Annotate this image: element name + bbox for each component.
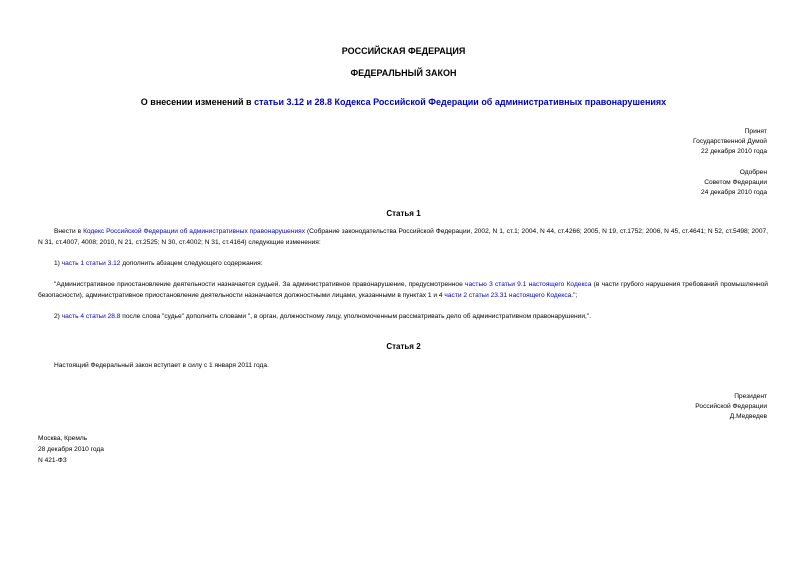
article1-item2 (38, 311, 768, 322)
law-title (0, 97, 807, 107)
article1-p1-prefix: Внести в (54, 228, 84, 235)
law-number-line: N 421-ФЗ (38, 457, 67, 464)
article2-heading: Статья 2 (386, 342, 421, 351)
adopted-line1: Принят (744, 128, 767, 135)
article1-p1-suffix: (Собрание законодательства Российской Федерации, 2002, N 1, ст.1; 2004, N 44, ст.4266; 2005, N 19, ст.1752; 2006, N 45, ст.4641; N 52, ст.5498; 2007, N 31, ст.4007, 4008; 2010, N 21, ст.2525; N 30, ст.4002; N 31, ст.4164) следующие изменения: (38, 228, 768, 246)
adopted-block (693, 127, 767, 157)
law-title-prefix: О внесении изменений в (140, 97, 255, 107)
item1-link[interactable]: часть 1 статьи 3.12 (61, 260, 121, 267)
quote-text-c: ."; (571, 292, 578, 299)
article1-heading: Статья 1 (386, 209, 421, 218)
approved-block (701, 168, 767, 198)
law-type-heading: ФЕДЕРАЛЬНЫЙ ЗАКОН (350, 68, 457, 78)
adopted-line3: 22 декабря 2010 года (701, 148, 767, 155)
quote-link-1[interactable]: частью 3 статьи 9.1 настоящего Кодекса (465, 281, 592, 288)
approved-line2: Советом Федерации (704, 179, 767, 186)
approved-line1: Одобрен (739, 169, 767, 176)
item1-prefix: 1) (54, 260, 62, 267)
approved-line3: 24 декабря 2010 года (701, 189, 767, 196)
law-title-link[interactable]: статьи 3.12 и 28.8 Кодекса Российской Федерации об административных правонарушениях (254, 97, 667, 107)
date-line: 28 декабря 2010 года (38, 446, 104, 453)
article2-text: Настоящий Федеральный закон вступает в силу с 1 января 2011 года. (54, 362, 269, 369)
quote-text-a: "Административное приостановление деятельности назначается судьей. За административное правонарушение, предусмотренное (54, 281, 466, 288)
code-link[interactable]: Кодекс Российской Федерации об административных правонарушениях (83, 228, 306, 235)
signature-block (695, 392, 767, 422)
country-heading: РОССИЙСКАЯ ФЕДЕРАЦИЯ (341, 46, 466, 56)
quote-link-2[interactable]: части 2 статьи 23.31 настоящего Кодекса (444, 292, 572, 299)
quote-text-b: (в части грубого нарушения требований промышленной безопасности), административное приостановление деятельности назначается должностными лицами, указанными в пунктах 1 и 4 (38, 281, 768, 299)
item2-prefix: 2) (54, 313, 62, 320)
article1-quote (38, 279, 768, 301)
signature-line1: Президент (734, 393, 767, 400)
place-date-block (38, 433, 104, 466)
signature-line2: Российской Федерации (695, 403, 767, 410)
item2-suffix: после слова "судье" дополнить словами ", в орган, должностному лицу, уполномоченным рассматривать дело об административном правонарушении,". (120, 313, 592, 320)
item1-suffix: дополнить абзацем следующего содержания: (120, 260, 263, 267)
article1-item1 (38, 258, 768, 269)
place-line: Москва, Кремль (38, 435, 88, 442)
adopted-line2: Государственной Думой (693, 138, 767, 145)
signature-line3: Д.Медведев (729, 413, 767, 420)
item2-link[interactable]: часть 4 статьи 28.8 (61, 313, 121, 320)
article1-paragraph (38, 226, 768, 248)
